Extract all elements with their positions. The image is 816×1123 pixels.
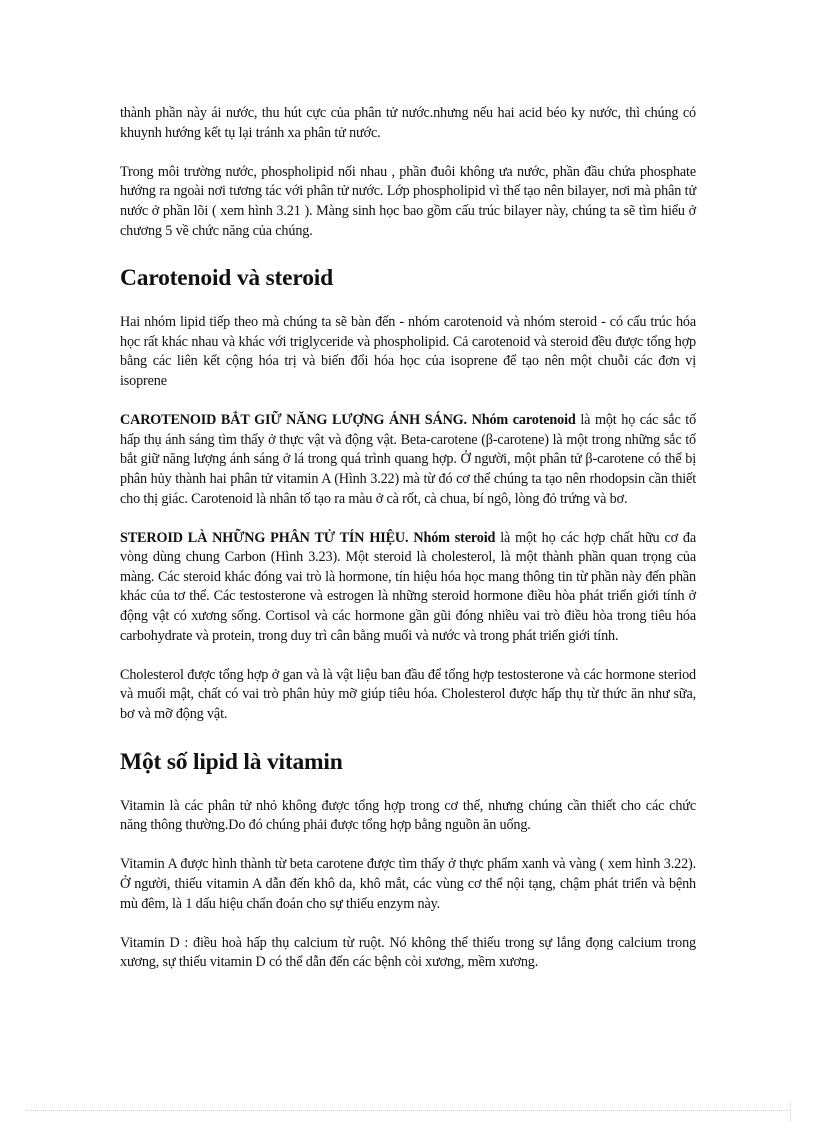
paragraph-phospholipid-polarity: thành phần này ái nước, thu hút cực của phân tử nước.nhưng nếu hai acid béo ky nước, thì chúng có khuynh hướng kết tụ lại tránh xa phân tử nước. <box>120 105 696 141</box>
paragraph-carotenoid-steroid-intro: Hai nhóm lipid tiếp theo mà chúng ta sẽ bàn đến - nhóm carotenoid và nhóm steroid - có cấu trúc hóa học rất khác nhau và khác với triglyceride và phospholipid. Cả carotenoid và steroid đều được tổng hợp bằng các liên kết cộng hóa trị và biến đổi hóa học của isoprene để tạo nên một chuỗi các đơn vị isoprene <box>120 314 696 389</box>
heading-carotenoid-steroid: Carotenoid và steroid <box>120 265 333 292</box>
steroid-lead: STEROID LÀ NHỮNG PHÂN TỬ TÍN HIỆU. <box>120 529 409 546</box>
steroid-body: là một họ các hợp chất hữu cơ đa vòng dùng chung Carbon (Hình 3.23). Một steroid là cholesterol, là một thành phần quan trọng của màng. Các steroid khác đóng vai trò là hormone, tín hiệu hóa học mang thông tin từ phần này đến phần khác của tơ thể. Các testosterone và estrogen là những steroid hormone điều hòa phát triển giới tính ở động vật có xương sống. Cortisol và các hormone gần gũi đóng nhiều vai trò điều hòa trong tiêu hóa carbohydrate và protein, trong duy trì cân bằng muối và nước và trong phát triển giới tính. <box>120 529 696 644</box>
steroid-term: Nhóm steroid <box>413 529 496 546</box>
carotenoid-lead: CAROTENOID BẮT GIỮ NĂNG LƯỢNG ÁNH SÁNG. <box>120 412 467 429</box>
page-bottom-border <box>26 1110 790 1111</box>
paragraph-carotenoid <box>120 411 696 509</box>
document-page <box>120 104 696 973</box>
page-corner-mark <box>770 1103 791 1121</box>
heading-lipid-vitamin: Một số lipid là vitamin <box>120 748 343 775</box>
paragraph-vitamin-d: Vitamin D : điều hoà hấp thụ calcium từ ruột. Nó không thể thiếu trong sự lắng đọng calcium trong xương, sự thiếu vitamin D có thể dẫn đến các bệnh còi xương, mềm xương. <box>120 934 696 971</box>
paragraph-phospholipid-bilayer: Trong môi trường nước, phospholipid nối nhau , phần đuôi không ưa nước, phần đầu chứa phosphate hướng ra ngoài nơi tương tác với phân tử nước. Lớp phospholipid vì thế tạo nên bilayer, nơi mà phân tử nước ở phần lõi ( xem hình 3.21 ). Màng sinh học bao gồm cấu trúc bilayer này, chúng ta sẽ tìm hiểu ở chương 5 về chức năng của chúng. <box>120 163 696 239</box>
paragraph-vitamin-intro: Vitamin là các phân tử nhỏ không được tổng hợp trong cơ thể, nhưng chúng cần thiết cho các chức năng thông thường.Do đó chúng phải được tổng hợp bằng nguồn ăn uống. <box>120 797 696 834</box>
paragraph-vitamin-a: Vitamin A được hình thành từ beta carotene được tìm thấy ở thực phẩm xanh và vàng ( xem hình 3.22). Ở người, thiếu vitamin A dẫn đến khô da, khô mắt, các vùng cơ thể nội tạng, chậm phát triển và bệnh mù đêm, là 1 dấu hiệu chẩn đoán cho sự thiếu enzym này. <box>120 856 696 912</box>
carotenoid-body: là một họ các sắc tố hấp thụ ánh sáng tìm thấy ở thực vật và động vật. Beta-carotene (β-carotene) là một trong những sắc tố bắt giữ năng lượng ánh sáng ở lá trong quá trình quang hợp. Ở người, một phân tử β-carotene có thể bị phân hủy thành hai phân tử vitamin A (Hình 3.22) mà từ đó cơ thể chúng ta tạo nên rhodopsin cần thiết cho thị giác. Carotenoid là nhân tố tạo ra màu ở cà rốt, cà chua, bí ngô, lòng đỏ trứng và bơ. <box>120 412 697 507</box>
carotenoid-term: Nhóm carotenoid <box>471 412 576 429</box>
paragraph-steroid <box>120 529 696 647</box>
paragraph-cholesterol: Cholesterol được tổng hợp ở gan và là vật liệu ban đầu để tổng hợp testosterone và các hormone steriod và muối mật, chất có vai trò phân hủy mỡ giúp tiêu hóa. Cholesterol được hấp thụ từ thức ăn như sữa, bơ và mỡ động vật. <box>120 666 696 723</box>
